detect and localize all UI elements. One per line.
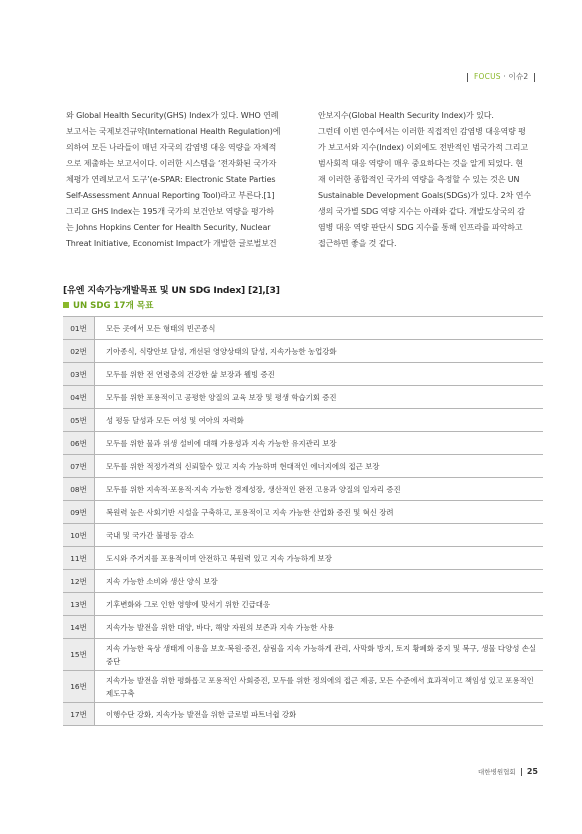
- body-line: 는 Johns Hopkins Center for Health Security, Nuclear: [66, 223, 271, 232]
- table-row: [63, 501, 543, 524]
- goal-description: 모두를 위한 포용적이고 공평한 양질의 교육 보장 및 평생 학습기회 증진: [95, 386, 544, 409]
- goal-number: 09번: [63, 501, 95, 524]
- header-section-label: FOCUS: [474, 72, 501, 81]
- goal-number: 17번: [63, 703, 95, 726]
- header-issue-label: 이슈2: [508, 72, 529, 81]
- table-row: [63, 409, 543, 432]
- goal-description: 이행수단 강화, 지속가능 발전을 위한 글로벌 파트너쉽 강화: [95, 703, 544, 726]
- header-divider: [467, 73, 468, 82]
- goal-description: 지속가능 발전을 위한 대양, 바다, 해양 자원의 보존과 지속 가능한 사용: [95, 616, 544, 639]
- body-line: 그런데 이번 연수에서는 이러한 직접적인 감염병 대응역량 평: [318, 127, 526, 136]
- body-line: Self-Assessment Annual Reporting Tool)라고 부른다.[1]: [66, 191, 275, 200]
- body-line: Threat Initiative, Economist Impact가 개발한 글로벌보건: [66, 239, 277, 248]
- section-title: [유엔 지속가능개발목표 및 UN SDG Index] [2],[3]: [63, 285, 280, 296]
- table-row: [63, 616, 543, 639]
- goal-number: 07번: [63, 455, 95, 478]
- table-row: [63, 386, 543, 409]
- goal-number: 03번: [63, 363, 95, 386]
- goal-description: 지속 가능한 소비와 생산 양식 보장: [95, 570, 544, 593]
- body-text-right: [318, 108, 545, 252]
- table-row: [63, 570, 543, 593]
- goal-number: 13번: [63, 593, 95, 616]
- goal-number: 06번: [63, 432, 95, 455]
- subsection-title-text: UN SDG 17개 목표: [73, 301, 154, 311]
- sdg-goals-table: [63, 316, 543, 726]
- goal-description: 모두를 위한 적정가격의 신뢰할수 있고 지속 가능하며 현대적인 에너지에의 접근 보장: [95, 455, 544, 478]
- goal-number: 16번: [63, 671, 95, 703]
- goal-number: 05번: [63, 409, 95, 432]
- goal-number: 14번: [63, 616, 95, 639]
- body-text-left: [66, 108, 293, 252]
- goal-number: 15번: [63, 639, 95, 671]
- table-row: [63, 639, 543, 671]
- goal-number: 04번: [63, 386, 95, 409]
- body-line: 의하여 모든 나라들이 매년 자국의 감염병 대응 역량을 자체적: [66, 143, 277, 152]
- header-separator: ·: [503, 72, 506, 81]
- goal-description: 모든 곳에서 모든 형태의 빈곤종식: [95, 317, 544, 340]
- header-divider: [534, 73, 535, 82]
- body-line: 와 Global Health Security(GHS) Index가 있다. WHO 연례: [66, 111, 279, 120]
- table-row: [63, 340, 543, 363]
- table-row: [63, 432, 543, 455]
- body-line: 염병 대응 역량 판단시 SDG 지수를 통해 인프라를 파악하고: [318, 223, 523, 232]
- goal-description: 기후변화와 그로 인한 영향에 맞서기 위한 긴급대응: [95, 593, 544, 616]
- goal-number: 02번: [63, 340, 95, 363]
- goal-number: 12번: [63, 570, 95, 593]
- body-line: 그리고 GHS Index는 195개 국가의 보건안보 역량을 평가하: [66, 207, 274, 216]
- body-line: Sustainable Development Goals(SDGs)가 있다. 2차 연수: [318, 191, 531, 200]
- body-line: 생의 국가별 SDG 역량 지수는 아래와 같다. 개발도상국의 감: [318, 207, 525, 216]
- footer-divider: [521, 768, 522, 776]
- page-footer: [478, 767, 538, 776]
- table-row: [63, 671, 543, 703]
- goal-description: 지속 가능한 육상 생태계 이용을 보호·복원·증진, 삼림을 지속 가능하게 관리, 사막화 방지, 토지 황폐화 중지 및 복구, 생물 다양성 손실 중단: [95, 639, 544, 671]
- table-row: [63, 593, 543, 616]
- body-line: 으로 제출하는 보고서이다. 이러한 시스템을 ‘전자화된 국가자: [66, 159, 277, 168]
- body-line: 보고서는 국제보건규약(International Health Regulation)에: [66, 127, 281, 136]
- footer-publisher: 대한병원협회: [478, 768, 516, 776]
- goal-number: 10번: [63, 524, 95, 547]
- goal-description: 성 평등 달성과 모든 여성 및 여아의 자력화: [95, 409, 544, 432]
- page-header: [464, 71, 538, 82]
- body-line: 범사회적 대응 역량이 매우 중요하다는 것을 알게 되었다. 현: [318, 159, 524, 168]
- goal-description: 모두를 위한 물과 위생 설비에 대해 가용성과 지속 가능한 유지관리 보장: [95, 432, 544, 455]
- goal-description: 모두를 위한 전 연령층의 건강한 삶 보장과 웰빙 증진: [95, 363, 544, 386]
- goal-description: 지속가능 발전을 위한 평화롭고 포용적인 사회증진, 모두를 위한 정의에의 접근 제공, 모든 수준에서 효과적이고 책임성 있고 포용적인 제도구축: [95, 671, 544, 703]
- goal-description: 기아종식, 식량안보 달성, 개선된 영양상태의 달성, 지속가능한 농업강화: [95, 340, 544, 363]
- goal-description: 모두를 위한 지속적·포용적·지속 가능한 경제성장, 생산적인 완전 고용과 양질의 일자리 증진: [95, 478, 544, 501]
- square-bullet-icon: [63, 302, 69, 308]
- table-row: [63, 455, 543, 478]
- table-row: [63, 317, 543, 340]
- body-line: 안보지수(Global Health Security Index)가 있다.: [318, 111, 494, 120]
- goal-number: 08번: [63, 478, 95, 501]
- goal-number: 11번: [63, 547, 95, 570]
- goal-description: 도시와 주거지를 포용적이며 안전하고 복원력 있고 지속 가능하게 보장: [95, 547, 544, 570]
- goal-description: 국내 및 국가간 불평등 감소: [95, 524, 544, 547]
- body-line: 재 이러한 종합적인 국가의 역량을 측정할 수 있는 것은 UN: [318, 175, 520, 184]
- goal-description: 복원력 높은 사회기반 시설을 구축하고, 포용적이고 지속 가능한 산업화 증진 및 혁신 장려: [95, 501, 544, 524]
- body-line: 접근하면 좋을 것 같다.: [318, 239, 397, 248]
- table-row: [63, 547, 543, 570]
- table-row: [63, 478, 543, 501]
- body-line: 가 보고서와 지수(Index) 이외에도 전반적인 범국가적 그리고: [318, 143, 529, 152]
- subsection-title: [63, 299, 153, 311]
- table-row: [63, 703, 543, 726]
- goal-number: 01번: [63, 317, 95, 340]
- table-row: [63, 524, 543, 547]
- body-line: 체평가 연례보고서 도구’(e-SPAR: Electronic State Parties: [66, 175, 276, 184]
- page-number: 25: [526, 767, 538, 776]
- table-row: [63, 363, 543, 386]
